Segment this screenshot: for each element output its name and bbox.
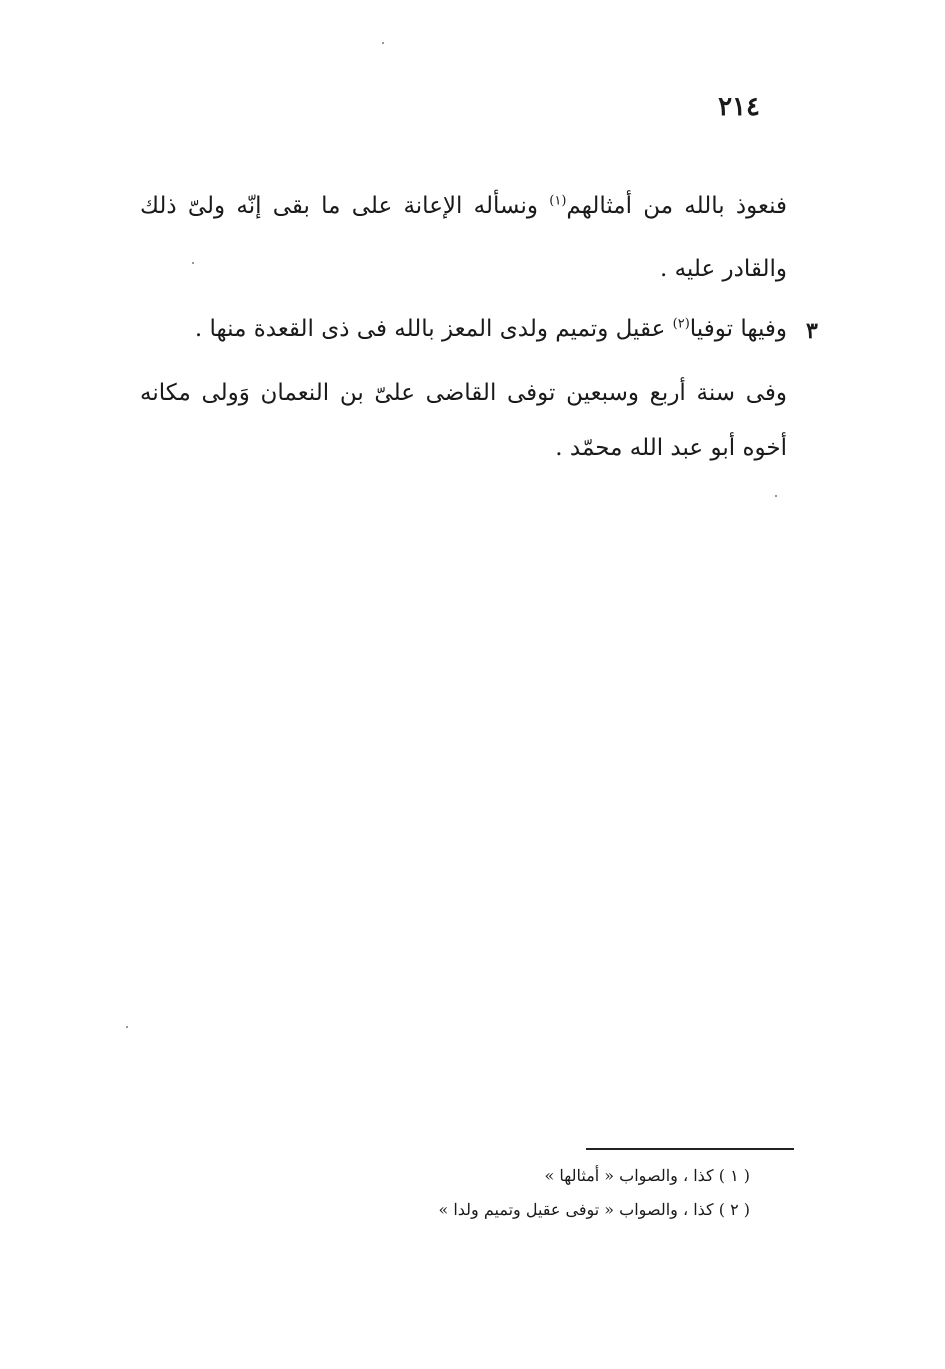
body-text-segment: أخوه أبو عبد الله محمّد . — [555, 435, 787, 461]
footnote-ref: (٢) — [672, 316, 690, 332]
scan-speck — [126, 1026, 128, 1028]
body-text-segment: ونسأله الإعانة على ما بقى إنّه ولىّ ذلك — [140, 193, 539, 219]
page-number: ٢١٤ — [718, 92, 760, 122]
body-line — [555, 435, 787, 463]
body-text-segment: عقيل وتميم ولدى المعز بالله فى ذى القعدة منها . — [194, 316, 666, 342]
body-text-segment: فنعوذ بالله من أمثالهم — [566, 193, 788, 219]
footnote: ( ٢ ) كذا ، والصواب « توفى عقيل وتميم ولدا » — [438, 1200, 750, 1219]
body-line — [140, 193, 787, 221]
body-text-segment: والقادر عليه . — [659, 256, 787, 282]
body-text-segment: وفيها توفيا — [689, 316, 787, 342]
footnote-ref: (١) — [549, 193, 567, 209]
margin-line-number: ٣ — [806, 318, 818, 344]
body-text-segment: وفى سنة أربع وسبعين توفى القاضى علىّ بن النعمان وَولى مكانه — [140, 380, 787, 406]
body-line — [660, 256, 787, 284]
body-line — [195, 316, 787, 344]
footnote-divider — [586, 1148, 794, 1150]
scan-speck — [192, 262, 194, 264]
footnote: ( ١ ) كذا ، والصواب « أمثالها » — [544, 1166, 750, 1185]
scan-speck — [382, 42, 384, 44]
scan-speck — [775, 495, 777, 497]
body-line — [140, 380, 787, 408]
